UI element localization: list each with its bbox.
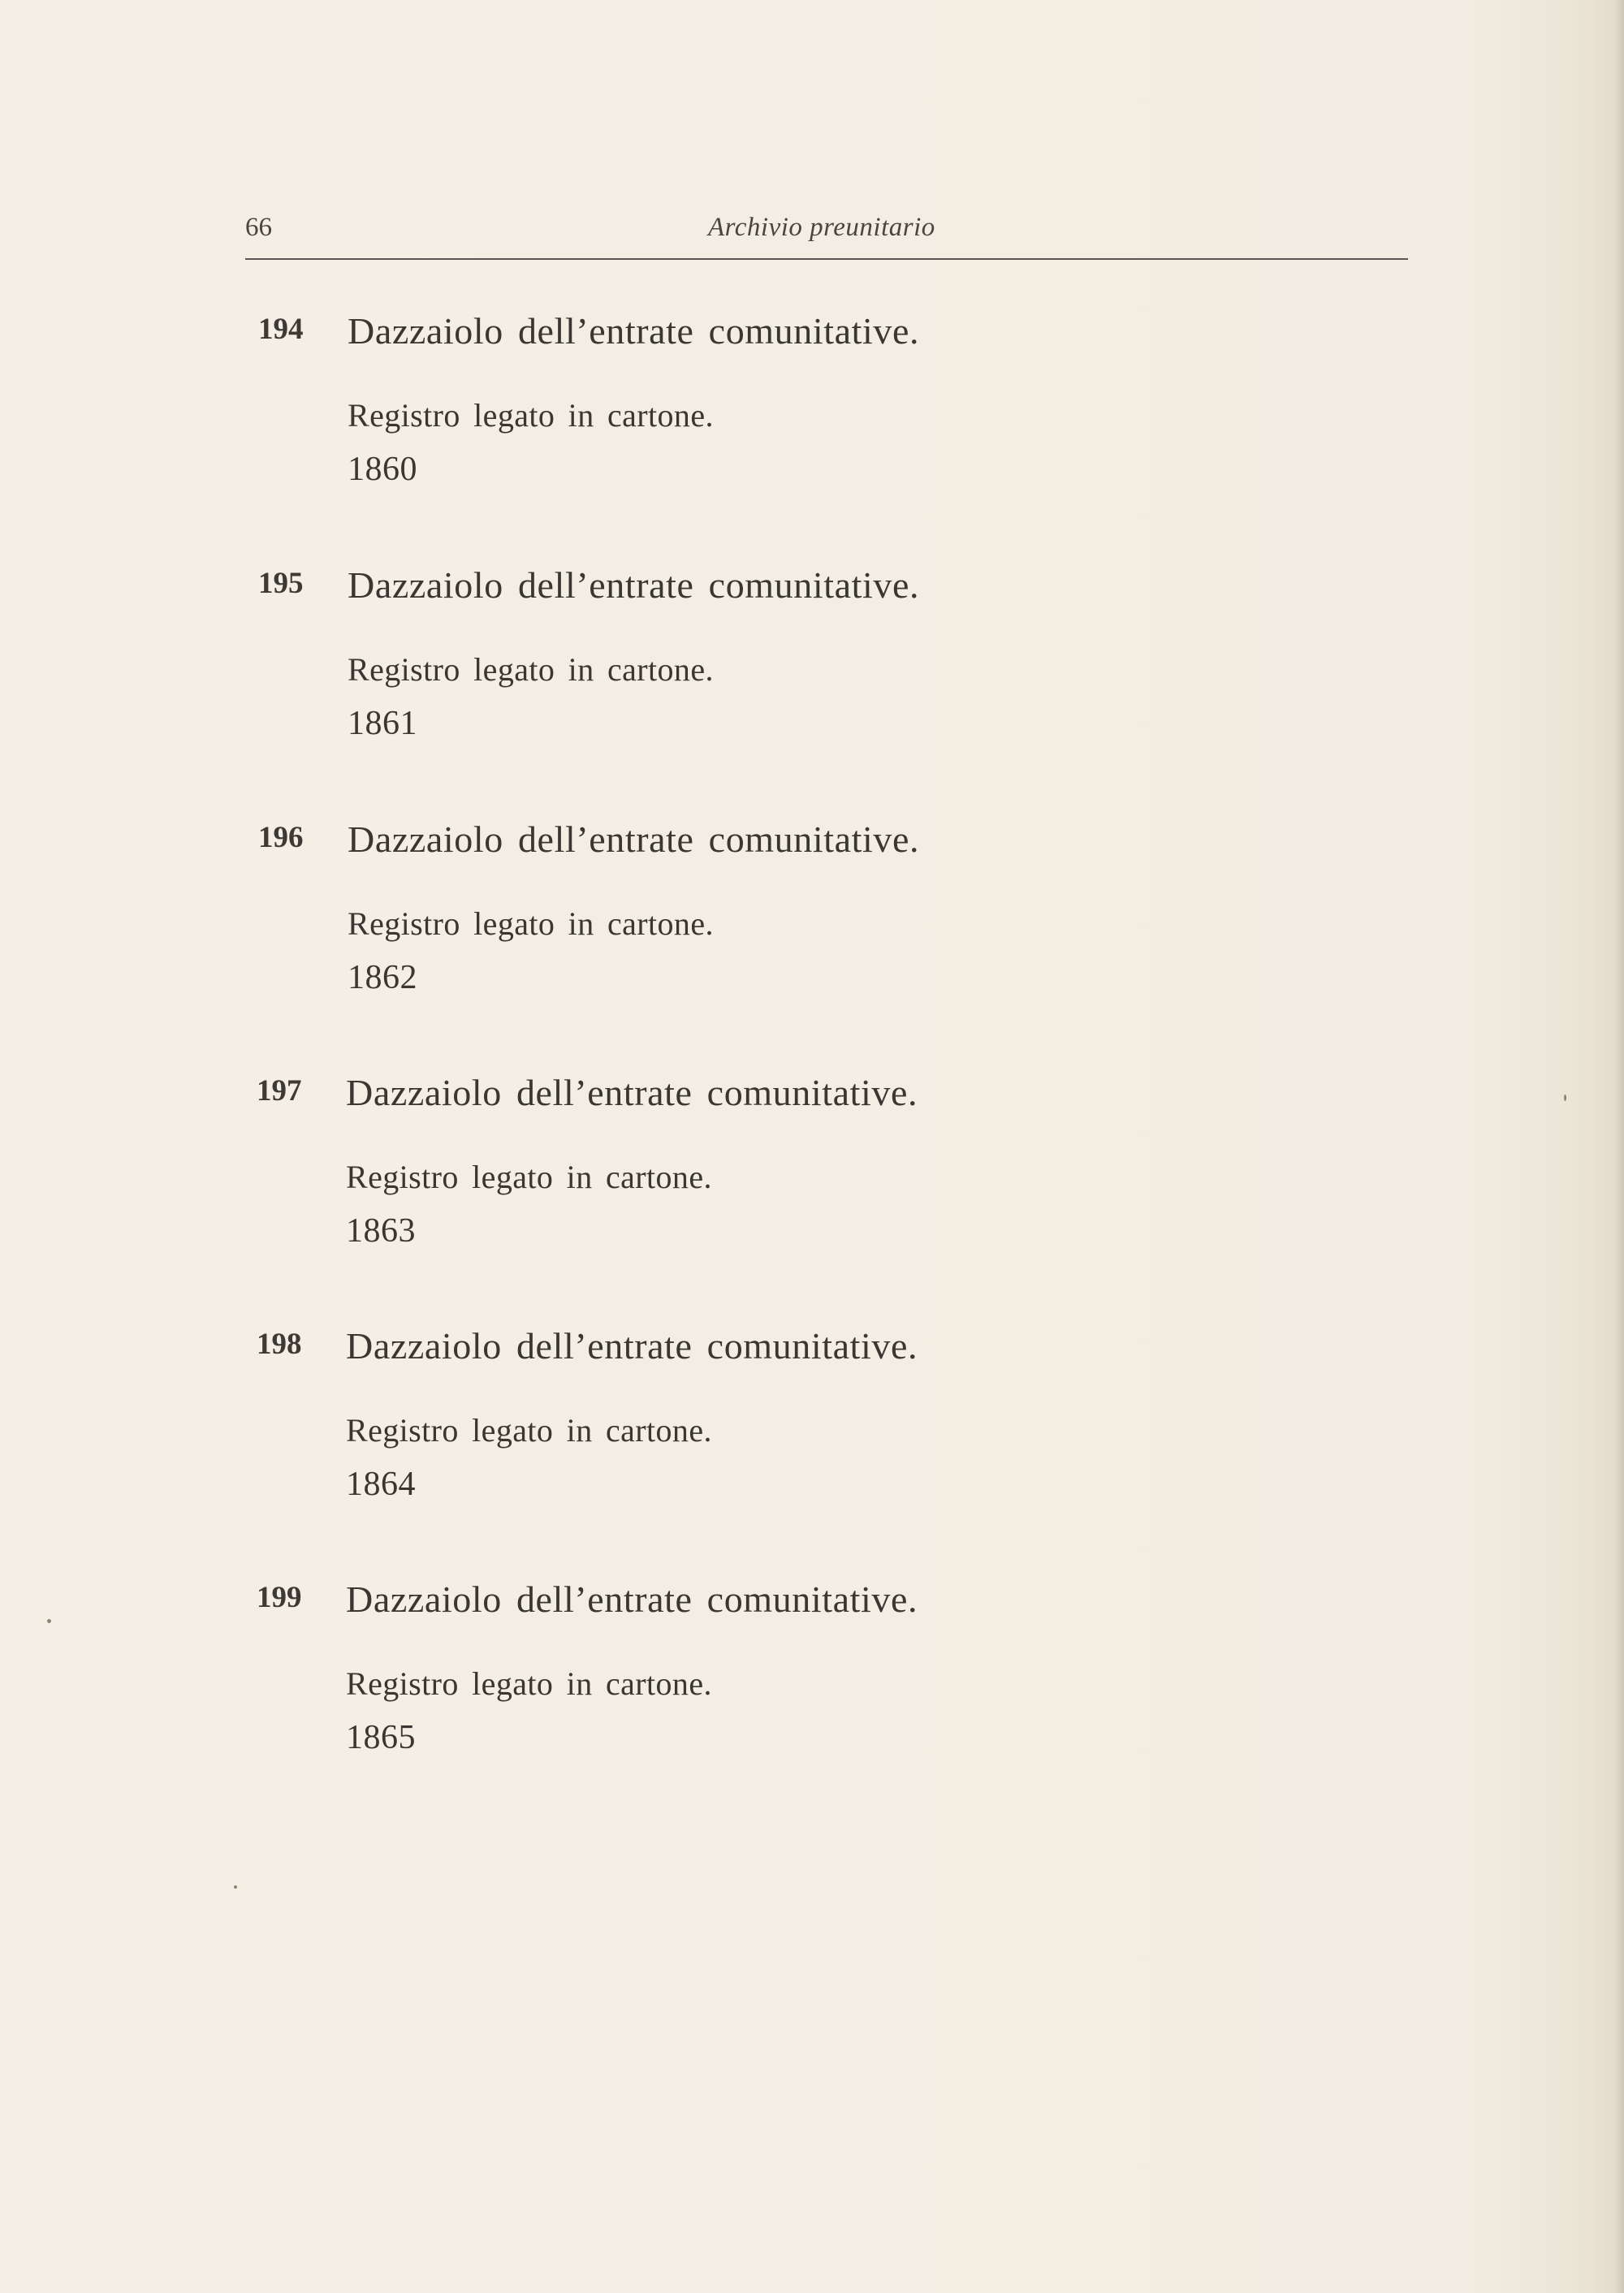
catalog-entry xyxy=(257,1073,1231,1268)
entry-number: 197 xyxy=(257,1074,302,1108)
catalog-entry xyxy=(258,312,1233,507)
entry-description: Registro legato in cartone. xyxy=(346,1665,712,1702)
page-edge xyxy=(1613,0,1624,2293)
entry-title: Dazzaiolo dell’entrate comunitative. xyxy=(348,310,920,352)
running-title: Archivio preunitario xyxy=(708,213,935,242)
paper-speck xyxy=(47,1619,51,1623)
paper-speck xyxy=(1564,1095,1566,1101)
entry-year: 1861 xyxy=(348,705,417,742)
entry-title: Dazzaiolo dell’entrate comunitative. xyxy=(346,1072,918,1113)
entry-title: Dazzaiolo dell’entrate comunitative. xyxy=(348,818,920,860)
running-header xyxy=(245,213,1408,260)
entry-year: 1862 xyxy=(348,959,417,996)
entry-year: 1865 xyxy=(346,1719,416,1756)
catalog-entry xyxy=(258,820,1233,1015)
page-number: 66 xyxy=(245,213,272,242)
entry-title: Dazzaiolo dell’entrate comunitative. xyxy=(346,1578,918,1620)
entry-description: Registro legato in cartone. xyxy=(348,651,714,688)
entry-number: 198 xyxy=(257,1328,302,1361)
entry-description: Registro legato in cartone. xyxy=(348,397,714,434)
entry-title: Dazzaiolo dell’entrate comunitative. xyxy=(346,1325,918,1367)
entry-description: Registro legato in cartone. xyxy=(346,1412,712,1449)
catalog-entry xyxy=(258,566,1233,761)
entry-number: 194 xyxy=(258,313,304,346)
entry-number: 196 xyxy=(258,821,304,854)
entry-year: 1863 xyxy=(346,1212,416,1250)
paper-speck xyxy=(234,1885,237,1889)
entry-description: Registro legato in cartone. xyxy=(348,905,714,942)
entry-year: 1860 xyxy=(348,451,417,488)
catalog-entry xyxy=(257,1580,1231,1775)
entry-number: 195 xyxy=(258,567,304,600)
entry-description: Registro legato in cartone. xyxy=(346,1159,712,1195)
entry-title: Dazzaiolo dell’entrate comunitative. xyxy=(348,564,920,606)
entry-number: 199 xyxy=(257,1581,302,1614)
entry-year: 1864 xyxy=(346,1466,416,1503)
catalog-entry xyxy=(257,1327,1231,1522)
